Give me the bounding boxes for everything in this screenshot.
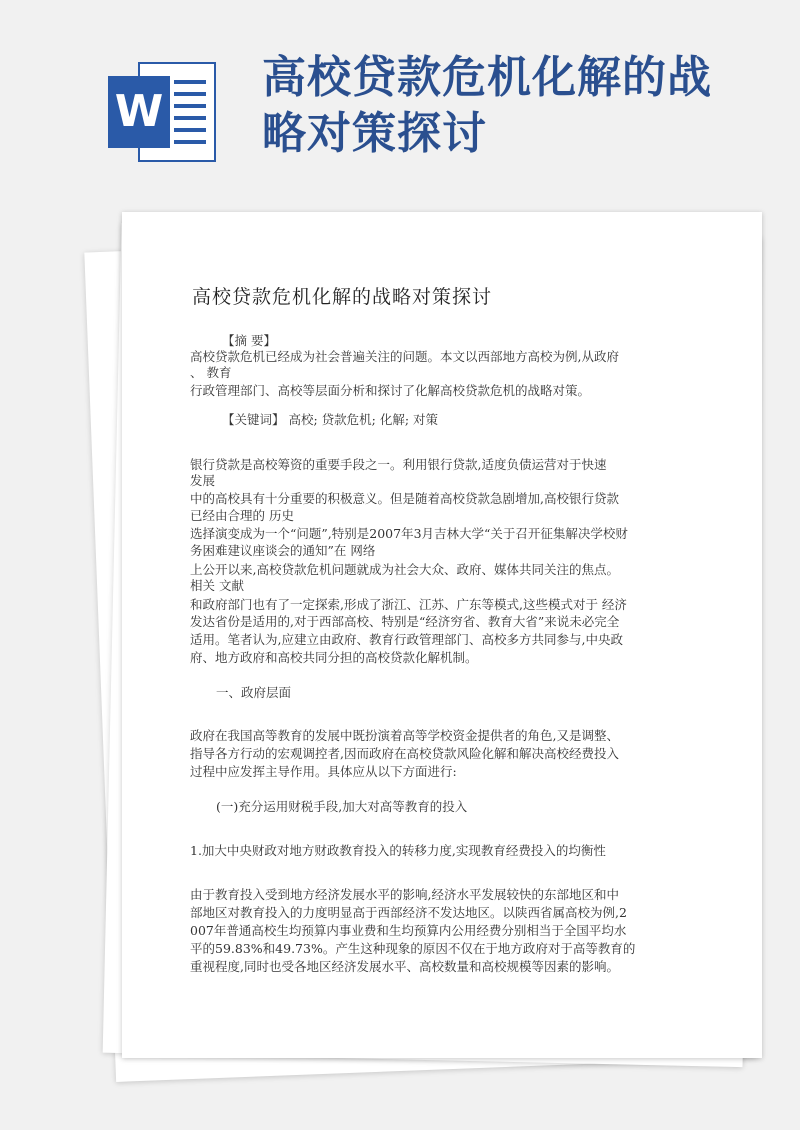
keywords-line: 【关键词】 高校; 贷款危机; 化解; 对策 (222, 412, 439, 427)
document-page (122, 212, 762, 1058)
paragraph-line: 重视程度,同时也受各地区经济发展水平、高校数量和高校规模等因素的影响。 (190, 959, 619, 974)
paragraph-line: 和政府部门也有了一定探索,形成了浙江、江苏、广东等模式,这些模式对于 经济 (190, 597, 627, 612)
paragraph-line: 府、地方政府和高校共同分担的高校贷款化解机制。 (190, 650, 478, 665)
point-heading: 1.加大中央财政对地方财政教育投入的转移力度,实现教育经费投入的均衡性 (190, 843, 606, 858)
paragraph-line: 银行贷款是高校筹资的重要手段之一。利用银行贷款,适度负债运营对于快速 (190, 457, 607, 472)
paragraph-line: 平的59.83%和49.73%。产生这种现象的原因不仅在于地方政府对于高等教育的 (190, 941, 636, 956)
logo-letter: W (108, 76, 170, 148)
paragraph-line: 中的高校具有十分重要的积极意义。但是随着高校贷款急剧增加,高校银行贷款 (190, 491, 619, 506)
logo-line (174, 128, 206, 132)
paragraph-line: 已经由合理的 历史 (190, 508, 294, 523)
paragraph-line: 政府在我国高等教育的发展中既扮演着高等学校资金提供者的角色,又是调整、 (190, 728, 619, 743)
banner-title-line-1: 高校贷款危机化解的战 (262, 52, 712, 103)
paragraph-line: 由于教育投入受到地方经济发展水平的影响,经济水平发展较快的东部地区和中 (190, 887, 619, 902)
paragraph-line: 发达省份是适用的,对于西部高校、特别是“经济穷省、教育大省”来说未必完全 (190, 614, 620, 629)
paragraph-line: 相关 文献 (190, 578, 244, 593)
paragraph-line: 选择演变成为一个“问题”,特别是2007年3月吉林大学“关于召开征集解决学校财 (190, 526, 628, 541)
paragraph-line: 发展 (190, 473, 216, 488)
banner-title-line-2: 略对策探讨 (262, 108, 487, 159)
banner-title (262, 50, 722, 162)
paragraph-line: 部地区对教育投入的力度明显高于西部经济不发达地区。以陕西省属高校为例,2 (190, 905, 627, 920)
paragraph-line: 适用。笔者认为,应建立由政府、教育行政管理部门、高校多方共同参与,中央政 (190, 632, 623, 647)
abstract-line: 高校贷款危机已经成为社会普遍关注的问题。本文以西部地方高校为例,从政府 (190, 349, 619, 364)
word-document-icon (108, 62, 216, 162)
paragraph-line: 上公开以来,高校贷款危机问题就成为社会大众、政府、媒体共同关注的焦点。 (190, 562, 619, 577)
header-banner (0, 0, 800, 200)
logo-line (174, 92, 206, 96)
abstract-line: 行政管理部门、高校等层面分析和探讨了化解高校贷款危机的战略对策。 (190, 383, 591, 398)
abstract-label: 【摘 要】 (222, 333, 276, 348)
paragraph-line: 007年普通高校生均预算内事业费和生均预算内公用经费分别相当于全国平均水 (190, 923, 627, 938)
abstract-line: 、 教育 (190, 365, 232, 380)
logo-line (174, 80, 206, 84)
section-heading: 一、政府层面 (216, 685, 292, 700)
logo-line (174, 104, 206, 108)
document-title: 高校贷款危机化解的战略对策探讨 (192, 286, 493, 308)
subsection-heading: (一)充分运用财税手段,加大对高等教育的投入 (216, 799, 468, 814)
paragraph-line: 务困难建议座谈会的通知”在 网络 (190, 543, 376, 558)
logo-line (174, 116, 206, 120)
paragraph-line: 过程中应发挥主导作用。具体应从以下方面进行: (190, 764, 457, 779)
paragraph-line: 指导各方行动的宏观调控者,因而政府在高校贷款风险化解和解决高校经费投入 (190, 746, 619, 761)
logo-line (174, 140, 206, 144)
